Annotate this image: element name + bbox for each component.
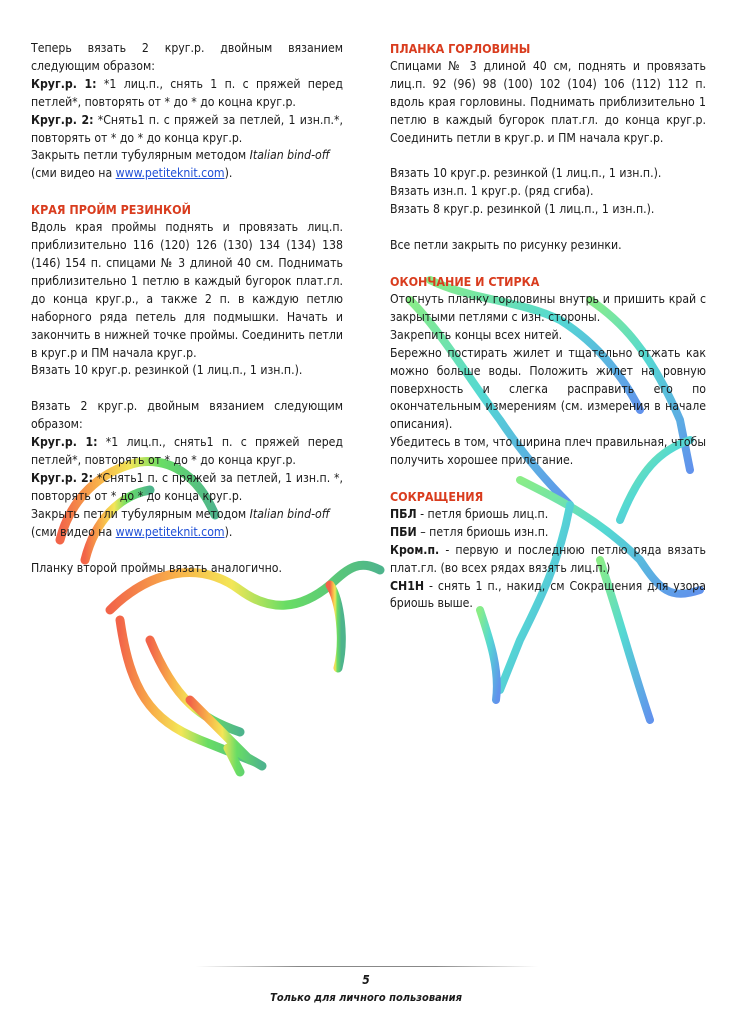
video-note: (сми видео на www.petiteknit.com). <box>31 524 233 539</box>
page-number: 5 <box>362 973 370 987</box>
abbreviation-item: ПБЛ - петля бриошь лиц.п. <box>390 506 549 521</box>
paragraph: Отогнуть планку горловины внутрь и пришить край с закрытыми петлями с изн. стороны. <box>390 291 706 324</box>
right-column <box>390 40 706 613</box>
round-2-instruction: Круг.р. 2: *Снять1 п. с пряжей за петлей, 1 изн.п.*, повторять от * до * до конца круг.р. <box>31 112 343 145</box>
paragraph: Спицами № 3 длиной 40 см, поднять и провязать лиц.п. 92 (96) 98 (100) 102 (104) 106 (112) 112 п. вдоль края горловины. Поднимать приблизительно 1 петлю в каждый бугорок плат.гл. до конца круг.р. Соединить петли в круг.р. и ПМ начала круг.р. <box>390 58 706 145</box>
abbreviation-item: СН1Н - снять 1 п., накид, см Сокращения для узора бриошь выше. <box>390 578 706 611</box>
paragraph: Все петли закрыть по рисунку резинки. <box>390 238 622 253</box>
round-1-instruction: Круг.р. 1: *1 лиц.п., снять 1 п. с пряжей перед петлей*, повторять от * до * до коцна круг.р. <box>31 76 343 109</box>
footer-note: Только для личного пользования <box>270 991 462 1004</box>
paragraph: Вязать 10 круг.р. резинкой (1 лиц.п., 1 изн.п.). <box>390 166 662 181</box>
heading-armhole-ribbing: КРАЯ ПРОЙМ РЕЗИНКОЙ <box>31 202 191 218</box>
video-note: (сми видео на www.petiteknit.com). <box>31 166 233 181</box>
paragraph: Вязать изн.п. 1 круг.р. (ряд сгиба). <box>390 184 594 199</box>
footer-divider <box>196 966 538 967</box>
bind-off-instruction: Закрыть петли тубулярным методом Italian bind-off <box>31 506 330 521</box>
paragraph: Убедитесь в том, что ширина плеч правильная, чтобы получить хорошее прилегание. <box>390 435 706 468</box>
heading-neckband: ПЛАНКА ГОРЛОВИНЫ <box>390 41 531 56</box>
paragraph: Вязать 2 круг.р. двойным вязанием следующим образом: <box>31 399 343 432</box>
paragraph: Вязать 8 круг.р. резинкой (1 лиц.п., 1 изн.п.). <box>390 202 655 217</box>
paragraph: Бережно постирать жилет и тщательно отжать как можно больше воды. Положить жилет на ровную поверхность и слегка расправить его по окончательным измерениям (см. измерения в начале описания). <box>390 345 706 432</box>
abbreviation-item: ПБИ – петля бриошь изн.п. <box>390 524 549 539</box>
round-2-instruction: Круг.р. 2: *Снять1 п. с пряжей за петлей, 1 изн.п. *, повторять от * до * до конца круг.р. <box>31 470 343 503</box>
left-column <box>31 40 343 577</box>
paragraph: Планку второй проймы вязать аналогично. <box>31 560 282 575</box>
heading-finishing: ОКОНЧАНИЕ И СТИРКА <box>390 274 540 290</box>
paragraph: Вязать 10 круг.р. резинкой (1 лиц.п., 1 изн.п.). <box>31 363 303 378</box>
petiteknit-link[interactable]: www.petiteknit.com <box>115 524 225 539</box>
round-1-instruction: Круг.р. 1: *1 лиц.п., снять1 п. с пряжей перед петлей*, повторять от * до * до конца круг.р. <box>31 435 343 468</box>
paragraph: Вдоль края проймы поднять и провязать лиц.п. приблизительно 116 (120) 126 (130) 134 (134) 138 (146) 154 п. спицами № 3 длиной 40 см. Поднимать приблизительно 1 петлю в каждый бугорок плат.гл. до конца круг.р., а также 2 п. в каждую петлю наборного ряда петель для подмышки. Начать и закончить в нижней точке проймы. Соединить петли в круг.р и ПМ начала круг.р. <box>31 220 343 360</box>
petiteknit-link[interactable]: www.petiteknit.com <box>115 166 225 181</box>
bind-off-instruction: Закрыть петли тубулярным методом Italian bind-off <box>31 148 330 163</box>
paragraph: Теперь вязать 2 круг.р. двойным вязанием следующим образом: <box>31 41 343 73</box>
abbreviation-item: Кром.п. - первую и последнюю петлю ряда вязать плат.гл. (во всех рядах вязять лиц.п.) <box>390 542 706 575</box>
paragraph: Закрепить концы всех нитей. <box>390 327 563 342</box>
heading-abbreviations: СОКРАЩЕНИЯ <box>390 489 484 505</box>
